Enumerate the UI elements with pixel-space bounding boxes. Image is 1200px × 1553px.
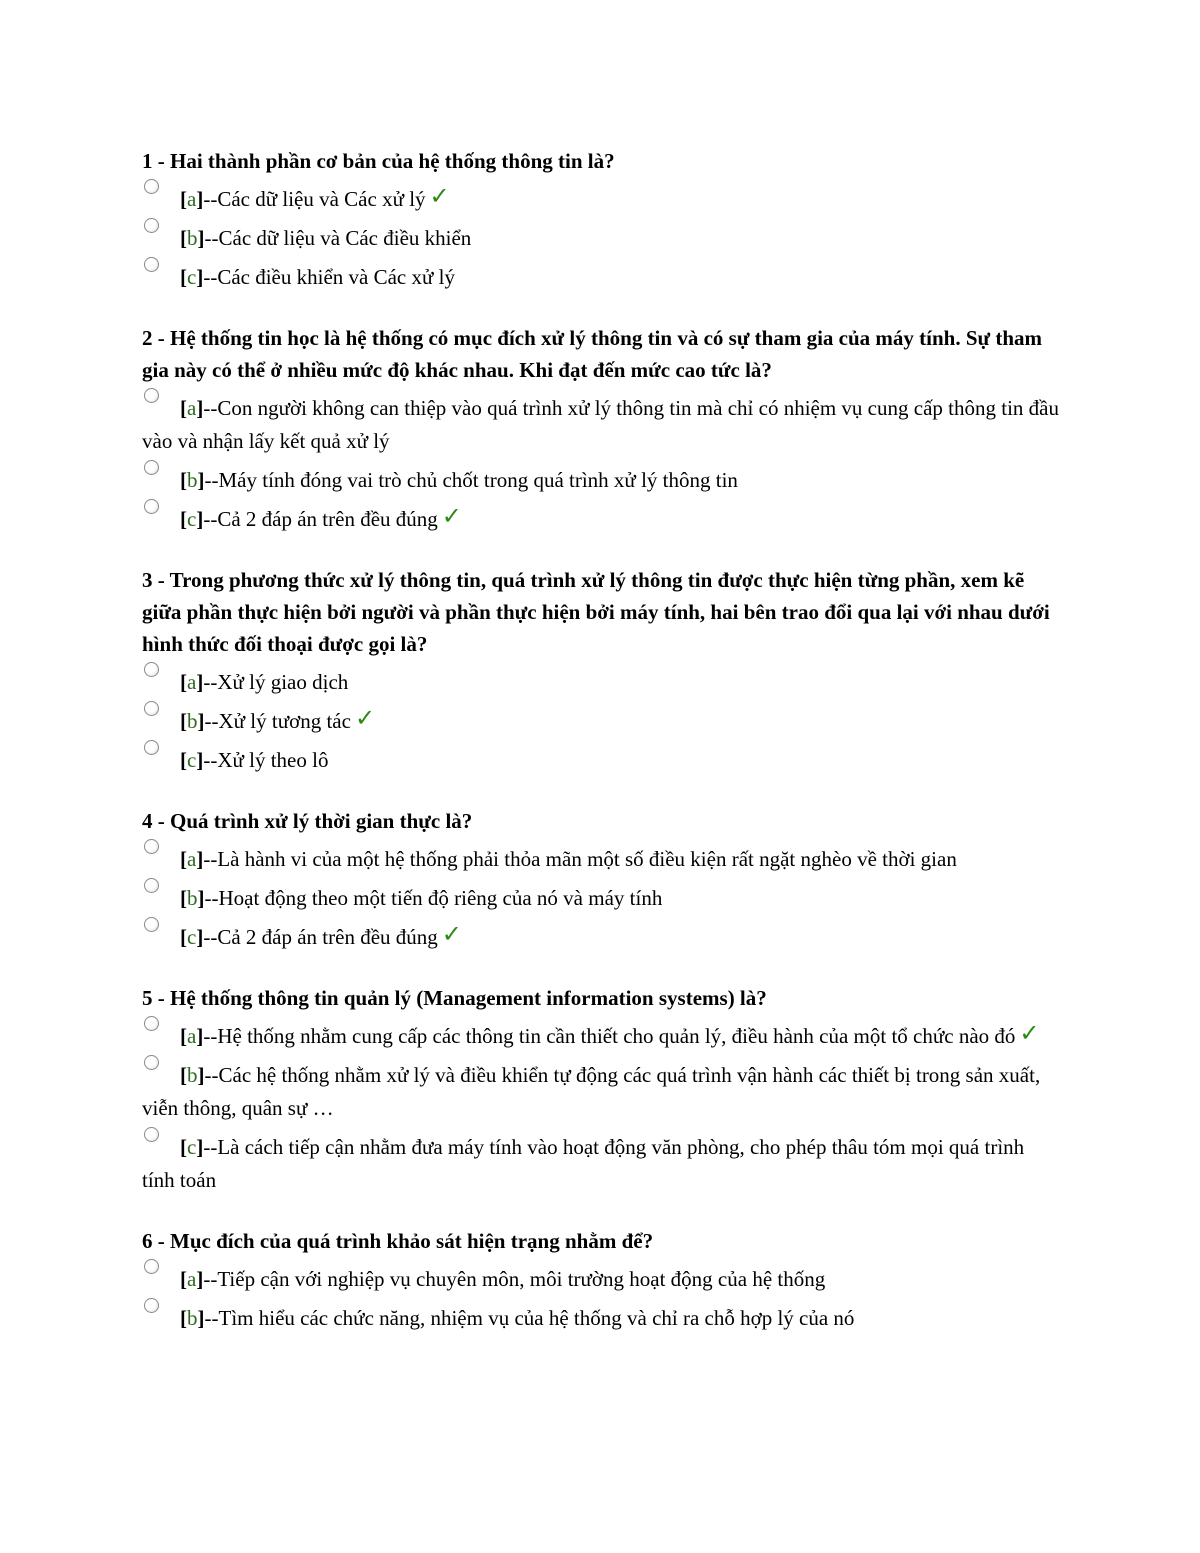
question-5: [142, 982, 1062, 1197]
option-text: Tiếp cận với nghiệp vụ chuyên môn, môi trường hoạt động của hệ thống: [217, 1267, 826, 1291]
question-3: [142, 564, 1062, 777]
option-2c[interactable]: [c]--Cả 2 đáp án trên đều đúng ✓: [142, 503, 1062, 536]
radio-button[interactable]: [144, 388, 159, 403]
option-text: Tìm hiểu các chức năng, nhiệm vụ của hệ thống và chỉ ra chỗ hợp lý của nó: [218, 1306, 855, 1330]
option-text: Cả 2 đáp án trên đều đúng: [217, 925, 438, 949]
option-3c[interactable]: [c]--Xử lý theo lô: [142, 744, 1062, 777]
question-1: [142, 145, 1062, 294]
radio-button[interactable]: [144, 662, 159, 677]
question-text: 2 - Hệ thống tin học là hệ thống có mục đích xử lý thông tin và có sự tham gia của máy tính. Sự tham gia này có thể ở nhiều mức độ khác nhau. Khi đạt đến mức cao tức là?: [142, 326, 1043, 382]
option-text: Xử lý giao dịch: [217, 670, 349, 694]
quiz-document: [142, 145, 1062, 1363]
radio-button[interactable]: [144, 1259, 159, 1274]
radio-button[interactable]: [144, 179, 159, 194]
question-text: 4 - Quá trình xử lý thời gian thực là?: [142, 809, 473, 833]
question-text: 3 - Trong phương thức xử lý thông tin, quá trình xử lý thông tin được thực hiện từng phần, xem kẽ giữa phần thực hiện bởi người và phần thực hiện bởi máy tính, hai bên trao đổi qua lại với nhau dưới hình thức đối thoại được gọi là?: [142, 568, 1050, 656]
radio-button[interactable]: [144, 740, 159, 755]
radio-button[interactable]: [144, 1298, 159, 1313]
radio-button[interactable]: [144, 878, 159, 893]
question-4: [142, 805, 1062, 954]
check-icon: ✓: [441, 920, 462, 948]
radio-button[interactable]: [144, 701, 159, 716]
radio-button[interactable]: [144, 257, 159, 272]
option-2b[interactable]: [b]--Máy tính đóng vai trò chủ chốt trong quá trình xử lý thông tin: [142, 464, 1062, 497]
radio-button[interactable]: [144, 917, 159, 932]
option-4c[interactable]: [c]--Cả 2 đáp án trên đều đúng ✓: [142, 921, 1062, 954]
option-2a[interactable]: [a]--Con người không can thiệp vào quá trình xử lý thông tin mà chỉ có nhiệm vụ cung cấp thông tin đầu vào và nhận lấy kết quả xử lý: [142, 392, 1062, 458]
option-5b[interactable]: [b]--Các hệ thống nhằm xử lý và điều khiển tự động các quá trình vận hành các thiết bị trong sản xuất, viễn thông, quân sự …: [142, 1059, 1062, 1125]
option-5a[interactable]: [a]--Hệ thống nhằm cung cấp các thông tin cần thiết cho quản lý, điều hành của một tổ chức nào đó ✓: [142, 1020, 1062, 1053]
check-icon: ✓: [441, 502, 462, 530]
question-6: [142, 1225, 1062, 1335]
option-text: Hệ thống nhằm cung cấp các thông tin cần thiết cho quản lý, điều hành của một tổ chức nào đó: [217, 1024, 1016, 1048]
radio-button[interactable]: [144, 1016, 159, 1031]
option-1c[interactable]: [c]--Các điều khiển và Các xử lý: [142, 261, 1062, 294]
radio-button[interactable]: [144, 839, 159, 854]
option-text: Các dữ liệu và Các điều khiển: [218, 226, 472, 250]
option-text: Hoạt động theo một tiến độ riêng của nó và máy tính: [218, 886, 663, 910]
option-text: Xử lý tương tác: [218, 709, 351, 733]
question-text: 5 - Hệ thống thông tin quản lý (Management information systems) là?: [142, 986, 767, 1010]
question-text: 6 - Mục đích của quá trình khảo sát hiện trạng nhằm để?: [142, 1229, 654, 1253]
option-5c[interactable]: [c]--Là cách tiếp cận nhằm đưa máy tính vào hoạt động văn phòng, cho phép thâu tóm mọi quá trình tính toán: [142, 1131, 1062, 1197]
radio-button[interactable]: [144, 218, 159, 233]
radio-button[interactable]: [144, 499, 159, 514]
option-text: Con người không can thiệp vào quá trình xử lý thông tin mà chỉ có nhiệm vụ cung cấp thông tin đầu vào và nhận lấy kết quả xử lý: [142, 396, 1059, 453]
option-1a[interactable]: [a]--Các dữ liệu và Các xử lý ✓: [142, 183, 1062, 216]
option-4b[interactable]: [b]--Hoạt động theo một tiến độ riêng của nó và máy tính: [142, 882, 1062, 915]
radio-button[interactable]: [144, 1055, 159, 1070]
option-text: Các hệ thống nhằm xử lý và điều khiển tự động các quá trình vận hành các thiết bị trong sản xuất, viễn thông, quân sự …: [142, 1063, 1041, 1120]
radio-button[interactable]: [144, 460, 159, 475]
option-6a[interactable]: [a]--Tiếp cận với nghiệp vụ chuyên môn, môi trường hoạt động của hệ thống: [142, 1263, 1062, 1296]
question-2: [142, 322, 1062, 536]
check-icon: ✓: [354, 704, 376, 732]
check-icon: ✓: [429, 182, 450, 210]
check-icon: ✓: [1019, 1019, 1040, 1047]
option-text: Là hành vi của một hệ thống phải thỏa mãn một số điều kiện rất ngặt nghèo về thời gian: [217, 847, 957, 871]
option-text: Xử lý theo lô: [217, 748, 329, 772]
option-1b[interactable]: [b]--Các dữ liệu và Các điều khiển: [142, 222, 1062, 255]
option-text: Cả 2 đáp án trên đều đúng: [217, 507, 438, 531]
question-text: 1 - Hai thành phần cơ bản của hệ thống thông tin là?: [142, 149, 615, 173]
option-6b[interactable]: [b]--Tìm hiểu các chức năng, nhiệm vụ của hệ thống và chỉ ra chỗ hợp lý của nó: [142, 1302, 1062, 1335]
option-3a[interactable]: [a]--Xử lý giao dịch: [142, 666, 1062, 699]
option-text: Các dữ liệu và Các xử lý: [217, 187, 426, 211]
option-4a[interactable]: [a]--Là hành vi của một hệ thống phải thỏa mãn một số điều kiện rất ngặt nghèo về thời gian: [142, 843, 1062, 876]
option-text: Máy tính đóng vai trò chủ chốt trong quá trình xử lý thông tin: [218, 468, 738, 492]
option-3b[interactable]: [b]--Xử lý tương tác ✓: [142, 705, 1062, 738]
option-text: Các điều khiển và Các xử lý: [217, 265, 455, 289]
radio-button[interactable]: [144, 1127, 159, 1142]
option-text: Là cách tiếp cận nhằm đưa máy tính vào hoạt động văn phòng, cho phép thâu tóm mọi quá trình tính toán: [142, 1135, 1025, 1192]
